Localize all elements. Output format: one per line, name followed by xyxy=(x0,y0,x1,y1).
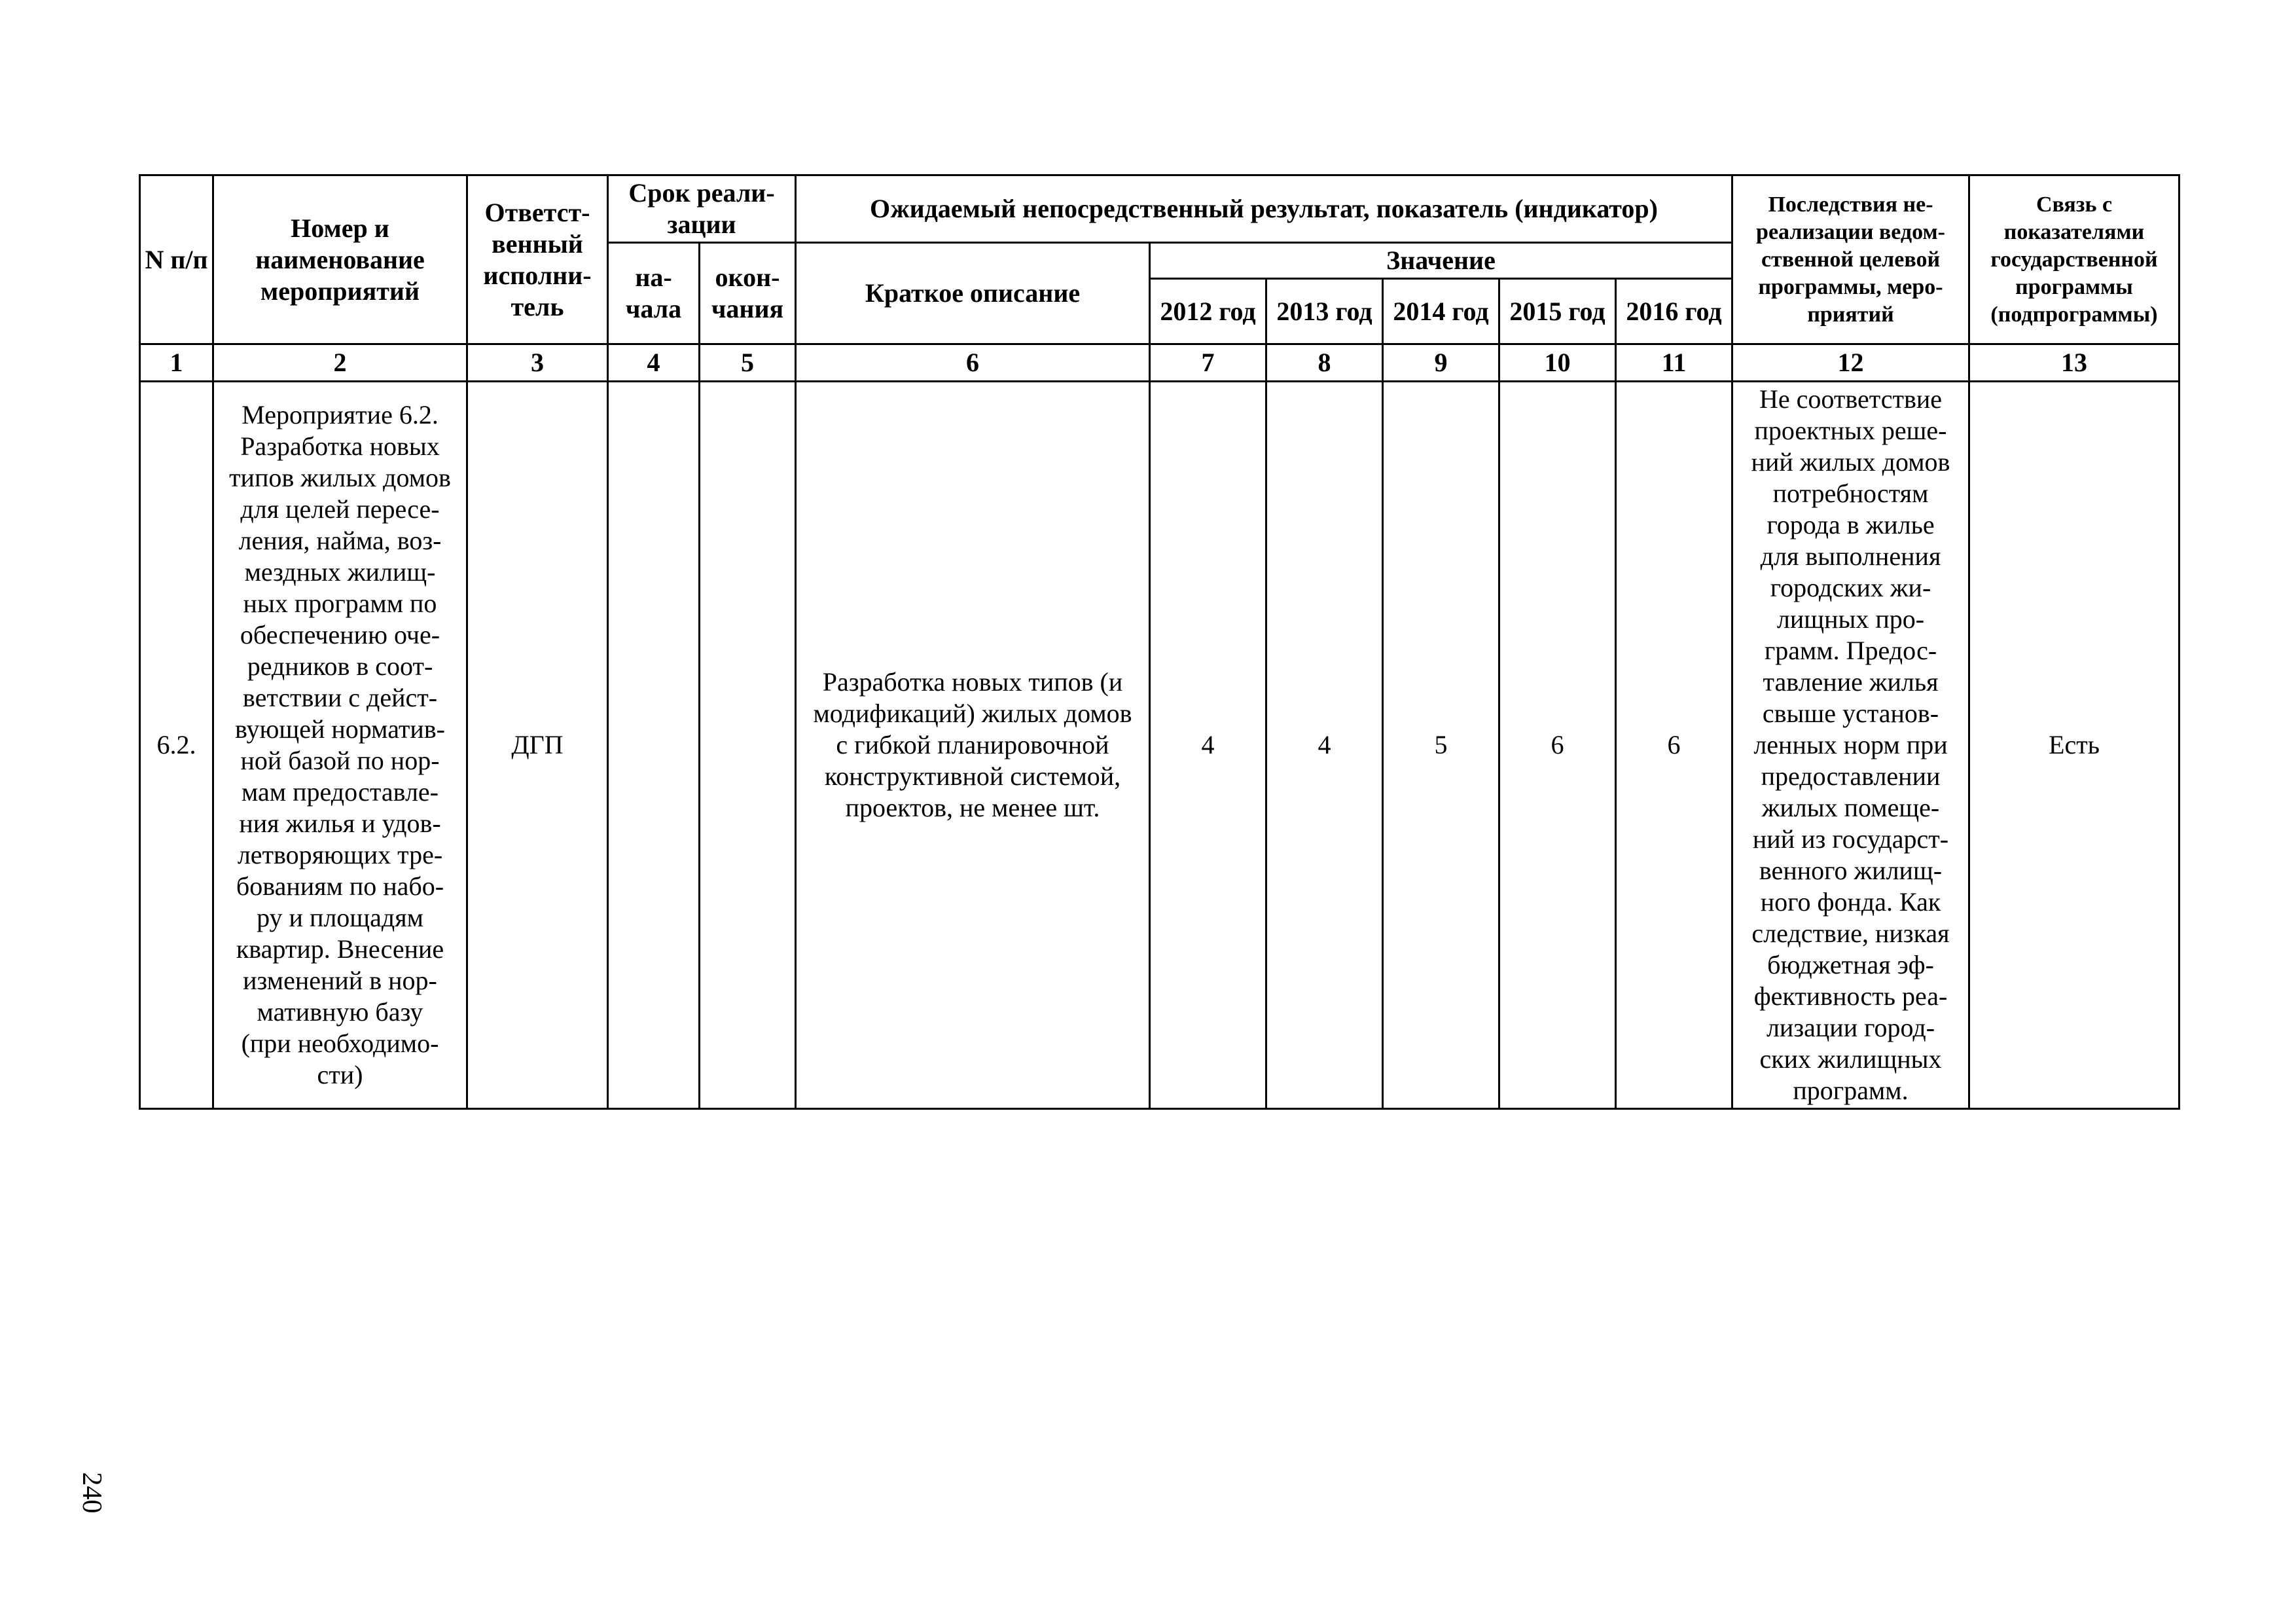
value-2016: 6 xyxy=(1616,382,1732,1109)
column-number: 13 xyxy=(1969,344,2179,382)
header-description: Краткое описание xyxy=(796,243,1150,344)
term-start xyxy=(608,382,700,1109)
term-end xyxy=(700,382,796,1109)
header-name: Номер и наименование мероприятий xyxy=(213,175,467,344)
column-number: 8 xyxy=(1266,344,1383,382)
header-responsible: Ответст- венный исполни- тель xyxy=(467,175,608,344)
header-consequences: Последствия не- реализации ведом- ственной целевой программы, меро- приятий xyxy=(1732,175,1969,344)
column-number: 7 xyxy=(1150,344,1266,382)
measures-table xyxy=(139,174,2180,1110)
header-year-2013: 2013 год xyxy=(1266,279,1383,344)
column-number: 5 xyxy=(700,344,796,382)
header-link: Связь с показателями государственной программы (подпрограммы) xyxy=(1969,175,2179,344)
state-program-link: Есть xyxy=(1969,382,2179,1109)
value-2014: 5 xyxy=(1383,382,1499,1109)
result-description: Разработка новых типов (и модификаций) жилых домов с гибкой планировочной конструктивной системой, проектов, не менее шт. xyxy=(796,382,1150,1109)
column-number: 6 xyxy=(796,344,1150,382)
header-year-2014: 2014 год xyxy=(1383,279,1499,344)
table-row xyxy=(140,382,2179,1109)
column-number: 9 xyxy=(1383,344,1499,382)
column-number: 12 xyxy=(1732,344,1969,382)
column-number: 10 xyxy=(1499,344,1616,382)
page-number: 240 xyxy=(77,1472,107,1514)
column-number: 1 xyxy=(140,344,213,382)
column-number: 2 xyxy=(213,344,467,382)
column-number-row xyxy=(140,344,2179,382)
value-2012: 4 xyxy=(1150,382,1266,1109)
header-term-start: на- чала xyxy=(608,243,700,344)
header-year-2016: 2016 год xyxy=(1616,279,1732,344)
value-2015: 6 xyxy=(1499,382,1616,1109)
header-result: Ожидаемый непосредственный результат, показатель (индикатор) xyxy=(796,175,1732,243)
measure-name: Мероприятие 6.2. Разработка новых типов жилых домов для целей пересе- ления, найма, воз- мездных жилищ- ных программ по обеспечению оче- редников в соот- ветствии с дейст- вующей норматив- ной базой по нор- мам предоставле- ния жилья и удов- летворяющих тре- бованиям по набо- ру и площадям квартир. Внесение изменений в нор- мативную базу (при необходимо- сти) xyxy=(213,382,467,1109)
column-number: 3 xyxy=(467,344,608,382)
header-value: Значение xyxy=(1150,243,1732,279)
header-term-end: окон- чания xyxy=(700,243,796,344)
non-implementation-consequences: Не соответствие проектных реше- ний жилых домов потребностям города в жилье для выполнения городских жи- лищных про- грамм. Предос- тавление жилья свыше установ- ленных норм при предоставлении жилых помеще- ний из государст- венного жилищ- ного фонда. Как следствие, низкая бюджетная эф- фективность реа- лизации город- ских жилищных программ. xyxy=(1732,382,1969,1109)
column-number: 4 xyxy=(608,344,700,382)
header-term: Срок реали- зации xyxy=(608,175,796,243)
header-n: N п/п xyxy=(140,175,213,344)
header-year-2015: 2015 год xyxy=(1499,279,1616,344)
value-2013: 4 xyxy=(1266,382,1383,1109)
row-number: 6.2. xyxy=(140,382,213,1109)
responsible-executor: ДГП xyxy=(467,382,608,1109)
header-year-2012: 2012 год xyxy=(1150,279,1266,344)
column-number: 11 xyxy=(1616,344,1732,382)
